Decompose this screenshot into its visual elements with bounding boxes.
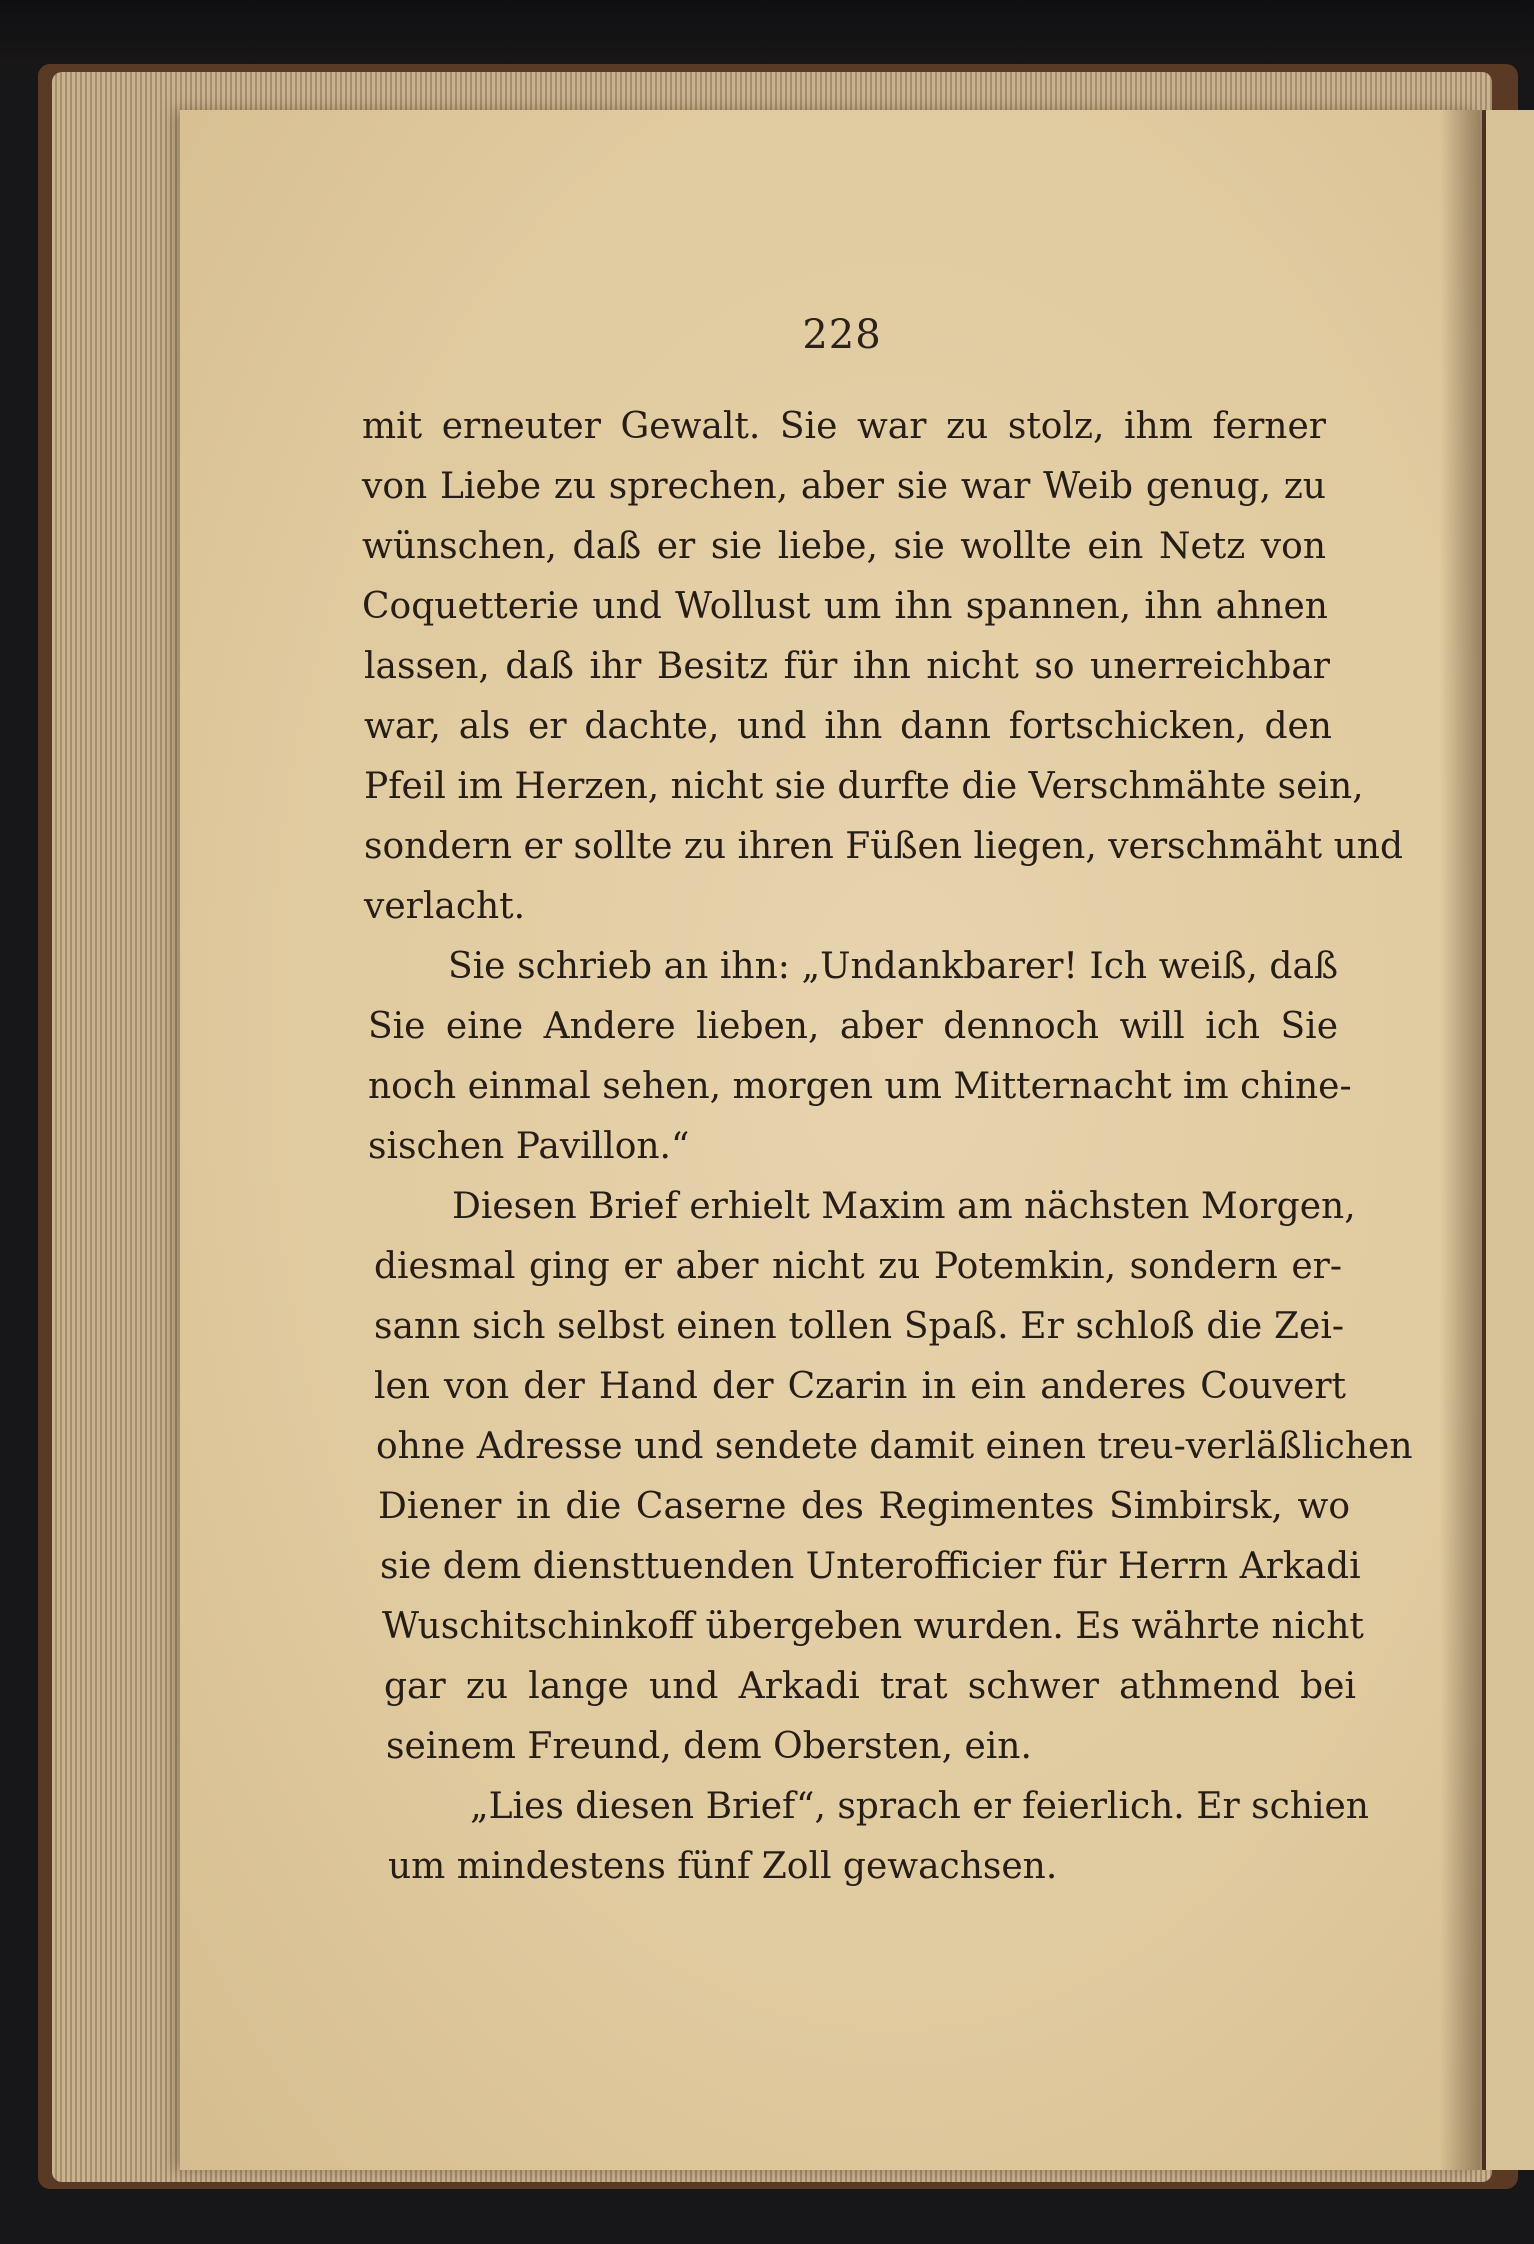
text-line: noch einmal sehen, morgen um Mitternacht im chine-: [368, 1066, 1352, 1107]
text-line: Sie schrieb an ihn: „Undankbarer! Ich weiß, daß: [448, 946, 1338, 987]
text-line: sondern er sollte zu ihren Füßen liegen, verschmäht und: [364, 826, 1403, 867]
page-gutter-shadow: [1440, 110, 1480, 2170]
text-line: wünschen, daß er sie liebe, sie wollte ein Netz von: [362, 526, 1326, 567]
text-line: Diener in die Caserne des Regimentes Simbirsk, wo: [378, 1486, 1350, 1527]
text-line: diesmal ging er aber nicht zu Potemkin, sondern er-: [374, 1246, 1342, 1287]
text-line: sann sich selbst einen tollen Spaß. Er schloß die Zei-: [374, 1306, 1344, 1347]
text-line: verlacht.: [364, 886, 526, 927]
adjacent-page-edge: [1482, 110, 1534, 2170]
text-line: mit erneuter Gewalt. Sie war zu stolz, ihm ferner: [362, 406, 1326, 447]
text-line: Diesen Brief erhielt Maxim am nächsten Morgen,: [452, 1186, 1356, 1227]
text-line: Sie eine Andere lieben, aber dennoch will ich Sie: [368, 1006, 1338, 1047]
text-line: Pfeil im Herzen, nicht sie durfte die Verschmähte sein,: [364, 766, 1364, 807]
book-cover-top: [0, 0, 1534, 74]
text-line: sischen Pavillon.“: [368, 1126, 690, 1167]
text-line: lassen, daß ihr Besitz für ihn nicht so unerreichbar: [364, 646, 1330, 687]
page-number: 228: [802, 312, 882, 358]
text-line: von Liebe zu sprechen, aber sie war Weib genug, zu: [362, 466, 1326, 507]
text-line: war, als er dachte, und ihn dann fortschicken, den: [364, 706, 1332, 747]
text-line: Wuschitschinkoff übergeben wurden. Es währte nicht: [382, 1606, 1364, 1647]
text-line: len von der Hand der Czarin in ein anderes Couvert: [374, 1366, 1346, 1407]
text-line: ohne Adresse und sendete damit einen treu-verläßlichen: [376, 1426, 1413, 1467]
text-line: „Lies diesen Brief“, sprach er feierlich. Er schien: [470, 1786, 1369, 1827]
text-line: Coquetterie und Wollust um ihn spannen, ihn ahnen: [362, 586, 1328, 627]
text-line: gar zu lange und Arkadi trat schwer athmend bei: [384, 1666, 1356, 1707]
text-line: seinem Freund, dem Obersten, ein.: [386, 1726, 1032, 1767]
text-line: sie dem diensttuenden Unterofficier für Herrn Arkadi: [380, 1546, 1361, 1587]
text-line: um mindestens fünf Zoll gewachsen.: [388, 1846, 1058, 1887]
